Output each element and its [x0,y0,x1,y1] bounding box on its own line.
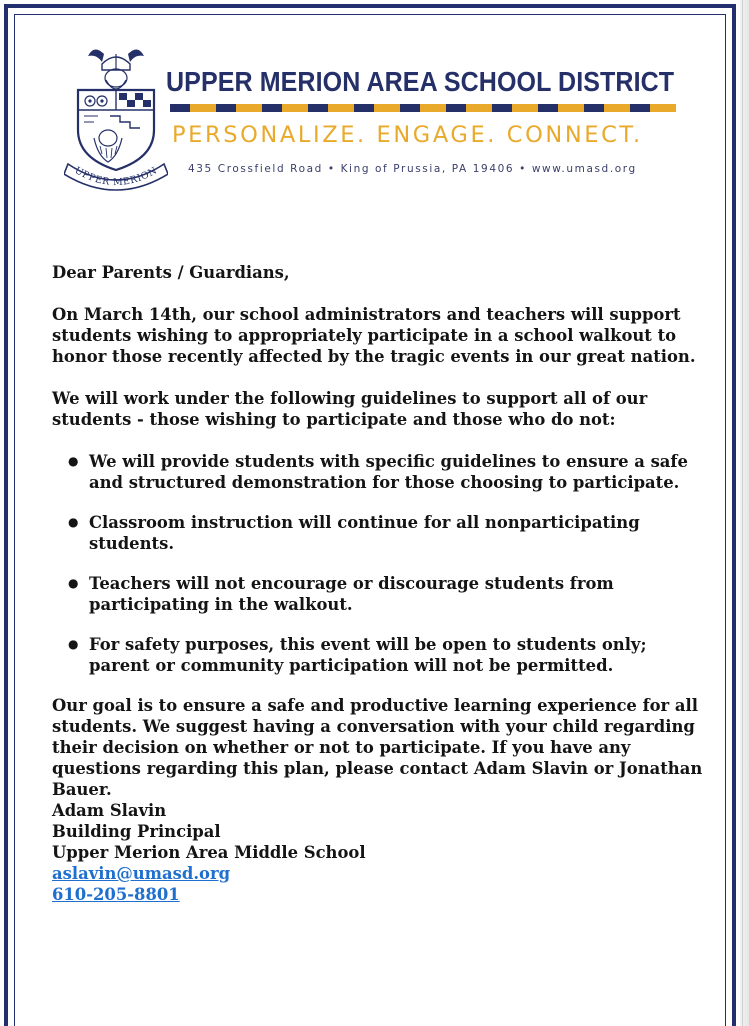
list-item [52,512,712,554]
phone-link[interactable]: 610-205-8801 [52,885,180,904]
guideline-text: For safety purposes, this event will be open to students only; parent or community participation will not be permitted. [89,635,647,675]
district-address: 435 Crossfield Road • King of Prussia, PA 19406 • www.umasd.org [188,163,637,175]
bullet-icon: ● [68,637,79,651]
guideline-text: Classroom instruction will continue for all nonparticipating students. [89,513,640,553]
list-item [52,634,712,676]
guideline-text: Teachers will not encourage or discourage students from participating in the walkout. [89,574,614,614]
list-item [52,451,712,493]
window-edge-line [742,0,743,1026]
intro-paragraph: On March 14th, our school administrators and teachers will support students wishing to appropriately participate in a school walkout to honor those recently affected by the tragic events in our great nation. [52,305,696,366]
bullet-icon: ● [68,576,79,590]
signature-title: Building Principal [52,822,221,841]
district-tagline: PERSONALIZE. ENGAGE. CONNECT. [172,122,643,148]
crest-banner-text: UPPER MERION [72,165,160,189]
closing-paragraph: Our goal is to ensure a safe and productive learning experience for all students. We suggest having a conversation with your child regarding their decision on whether or not to participate. If you have any questions regarding this plan, please contact Adam Slavin or Jonathan Bauer. [52,696,703,799]
email-link[interactable]: aslavin@umasd.org [52,864,231,883]
signature-name: Adam Slavin [52,801,167,820]
district-name: UPPER MERION AREA SCHOOL DISTRICT [166,66,675,97]
signature-school: Upper Merion Area Middle School [52,843,366,862]
letter-body [52,262,712,905]
letterhead-stripe [170,104,676,112]
bullet-icon: ● [68,454,79,468]
guideline-text: We will provide students with specific guidelines to ensure a safe and structured demonstration for those choosing to participate. [89,452,688,492]
bullet-icon: ● [68,515,79,529]
list-item [52,573,712,615]
guidelines-intro: We will work under the following guidelines to support all of our students - those wishing to participate and those who do not: [52,389,648,429]
district-crest-logo [64,46,168,192]
salutation: Dear Parents / Guardians, [52,263,290,282]
guidelines-list [52,451,712,676]
